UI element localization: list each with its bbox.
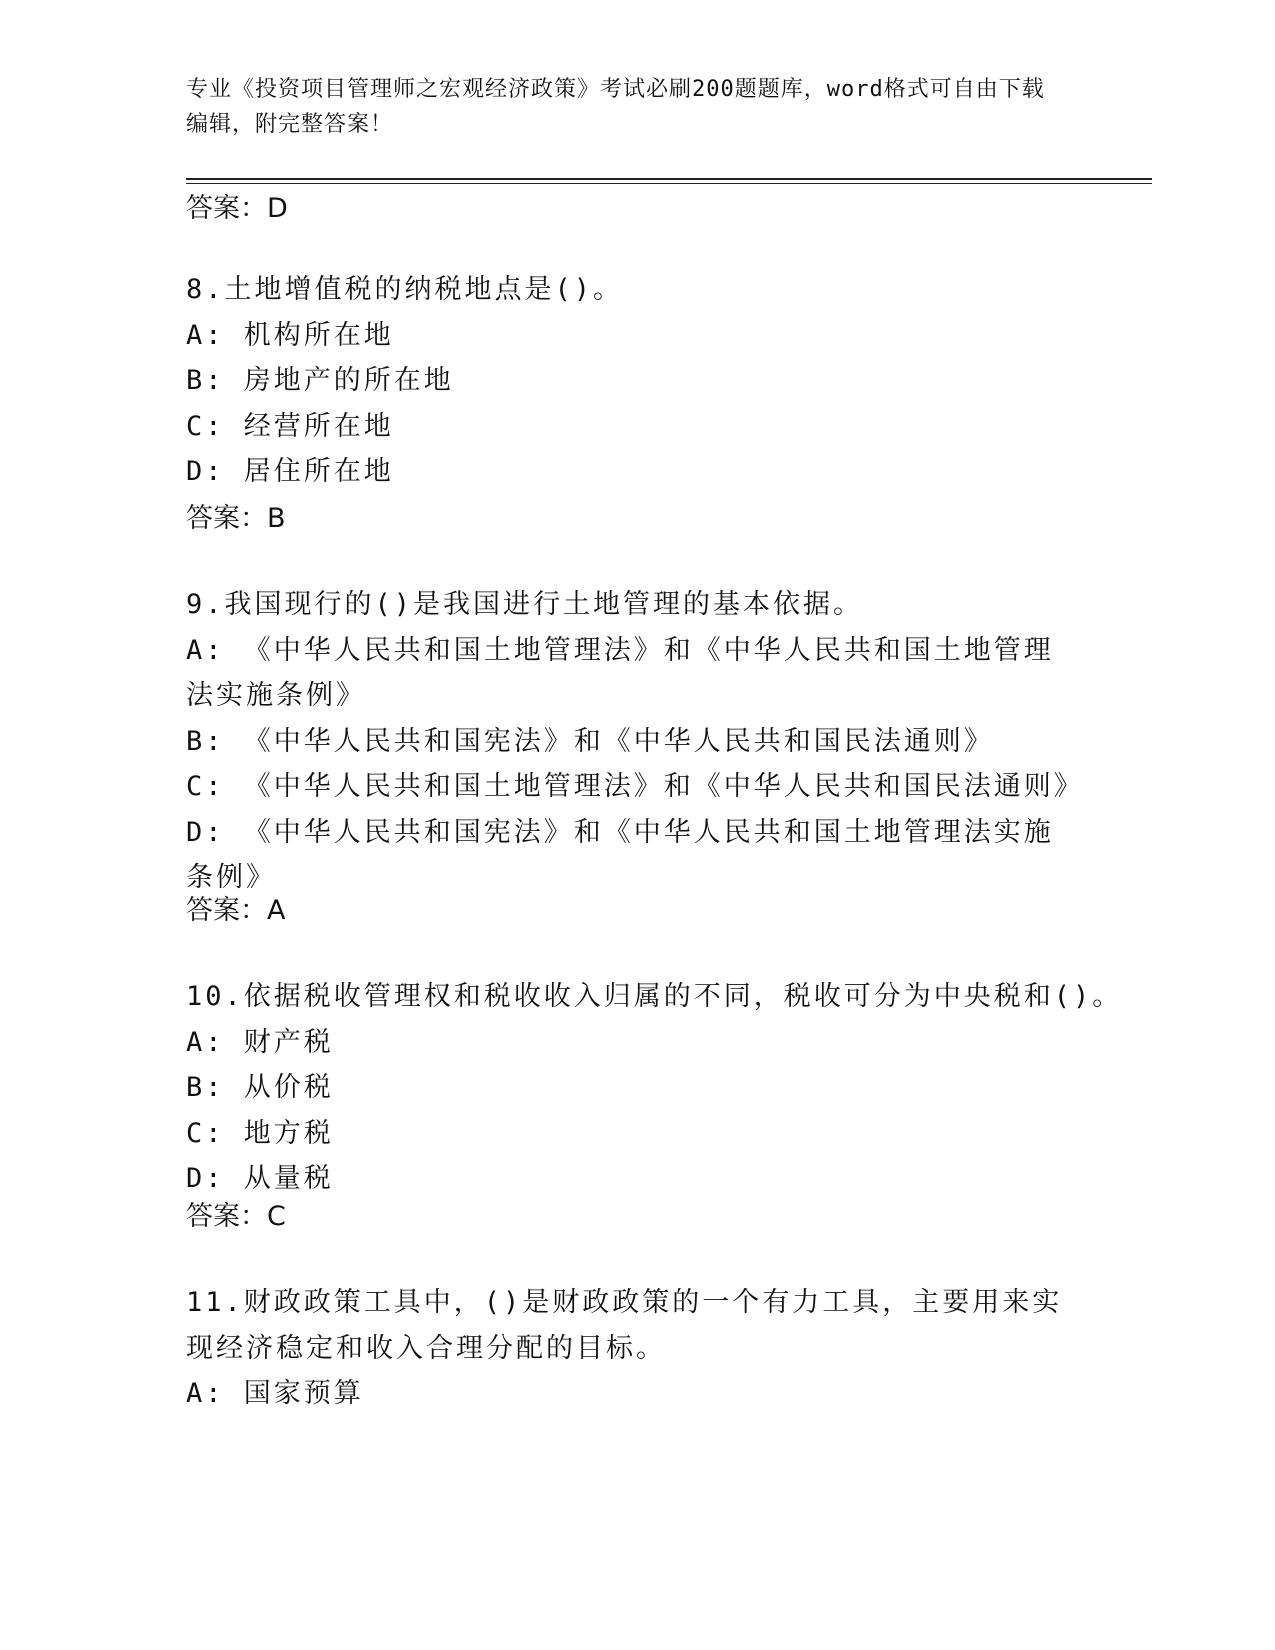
- question-text: 9.我国现行的()是我国进行土地管理的基本依据。: [186, 589, 864, 620]
- answer-9: 答案：A: [186, 895, 286, 926]
- question-8: [186, 267, 1066, 495]
- option-c: C: 经营所在地: [186, 410, 394, 442]
- option-b: B: 房地产的所在地: [186, 365, 454, 396]
- option-c: C: 地方税: [186, 1117, 334, 1149]
- question-text: 10.依据税收管理权和税收收入归属的不同，税收可分为中央税和()。: [186, 981, 1123, 1012]
- answer-8: 答案：B: [186, 503, 286, 534]
- question-10: [186, 974, 1123, 1202]
- question-11: [186, 1280, 1066, 1417]
- question-text: 8.土地增值税的纳税地点是()。: [186, 274, 624, 305]
- option-d: D: 从量税: [186, 1163, 334, 1194]
- question-9: [186, 582, 1084, 901]
- answer-10: 答案：C: [186, 1201, 286, 1232]
- option-a: A: 机构所在地: [186, 319, 394, 351]
- option-a: A: 财产税: [186, 1026, 334, 1058]
- question-text: 11.财政政策工具中，()是财政政策的一个有力工具，主要用来实现经济稳定和收入合理分配的目标。: [186, 1287, 1063, 1364]
- header-divider-thin: [186, 183, 1152, 184]
- document-header: 专业《投资项目管理师之宏观经济政策》考试必刷200题题库，word格式可自由下载编辑，附完整答案！: [186, 77, 1045, 137]
- option-c: C: 《中华人民共和国土地管理法》和《中华人民共和国民法通则》: [186, 771, 1084, 802]
- option-a: A: 国家预算: [186, 1378, 364, 1409]
- option-d: D: 《中华人民共和国宪法》和《中华人民共和国土地管理法实施条例》: [186, 816, 1054, 893]
- option-d: D: 居住所在地: [186, 456, 394, 487]
- option-b: B: 《中华人民共和国宪法》和《中华人民共和国民法通则》: [186, 725, 994, 757]
- option-a: A: 《中华人民共和国土地管理法》和《中华人民共和国土地管理法实施条例》: [186, 634, 1054, 711]
- header-divider: [186, 178, 1152, 180]
- option-b: B: 从价税: [186, 1072, 334, 1103]
- answer-7: 答案：D: [186, 193, 288, 224]
